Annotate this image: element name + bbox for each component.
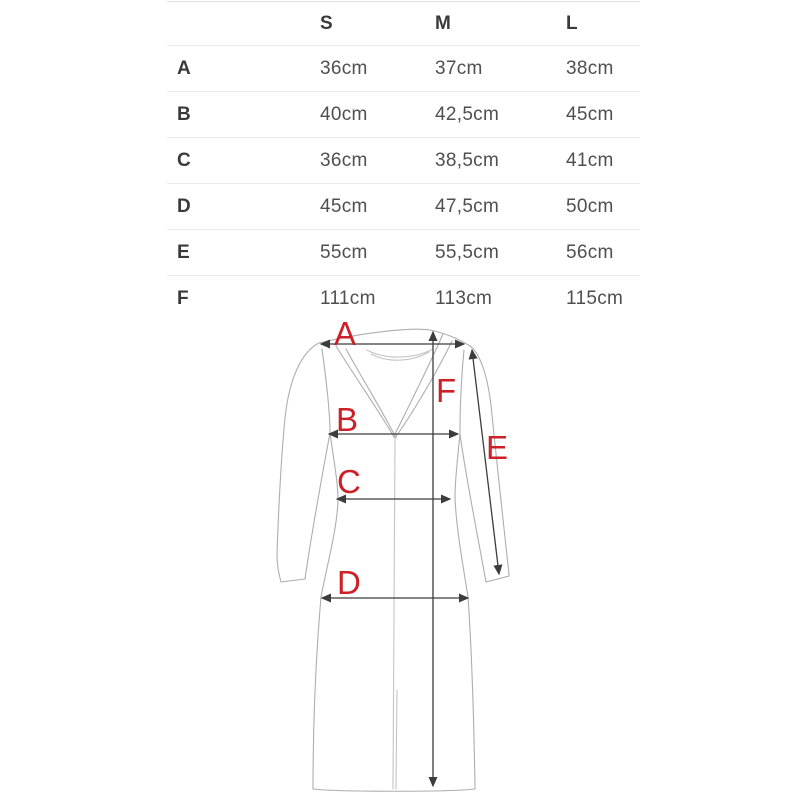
dress-left-body — [321, 433, 338, 597]
cell-value: 36cm — [320, 149, 368, 171]
dress-outline — [277, 329, 509, 791]
dress-right-armhole — [460, 350, 464, 434]
measurement-label-d: D — [337, 564, 361, 601]
measurement-label-f: F — [436, 372, 457, 409]
cell-value: 55cm — [320, 241, 368, 263]
cell-value: 36cm — [320, 57, 368, 79]
row-label: F — [177, 287, 189, 309]
dress-left-armhole — [322, 349, 330, 433]
cell-value: 111cm — [320, 287, 376, 309]
dress-back-neckline — [367, 349, 433, 357]
row-label: E — [177, 241, 190, 263]
cell-value: 37cm — [435, 57, 483, 79]
column-header-s: S — [320, 12, 333, 34]
dress-left-sleeve-outer — [277, 343, 319, 582]
column-header-l: L — [566, 12, 578, 34]
cell-value: 56cm — [566, 241, 614, 263]
dress-right-sleeve-inner — [460, 434, 486, 582]
measurement-label-c: C — [337, 463, 361, 500]
dress-hem — [313, 789, 475, 791]
row-label: C — [177, 149, 192, 171]
cell-value: 113cm — [435, 287, 493, 309]
row-label: B — [177, 103, 192, 125]
cell-value: 38cm — [566, 57, 614, 79]
measurement-label-b: B — [336, 401, 359, 438]
cell-value: 115cm — [566, 287, 624, 309]
measurement-label-e: E — [486, 429, 509, 466]
cell-value: 47,5cm — [435, 195, 500, 217]
dress-center-seam — [393, 437, 395, 789]
measurement-label-a: A — [334, 315, 357, 352]
cell-value: 41cm — [566, 149, 614, 171]
cell-value: 50cm — [566, 195, 614, 217]
cell-value: 45cm — [320, 195, 368, 217]
column-header-m: M — [435, 12, 452, 34]
cell-value: 40cm — [320, 103, 368, 125]
dress-right-body — [455, 434, 468, 597]
dress-left-sleeve-inner — [305, 433, 330, 579]
row-label: A — [177, 57, 192, 79]
dress-slit — [396, 690, 397, 789]
row-label: D — [177, 195, 192, 217]
dress-left-cuff — [281, 579, 305, 582]
cell-value: 45cm — [566, 103, 614, 125]
dress-right-cuff — [486, 576, 509, 582]
cell-value: 42,5cm — [435, 103, 500, 125]
dress-back-neckline-inner — [371, 352, 429, 360]
cell-value: 38,5cm — [435, 149, 500, 171]
dress-left-skirt — [313, 597, 321, 789]
cell-value: 55,5cm — [435, 241, 500, 263]
dress-right-skirt — [468, 597, 475, 789]
